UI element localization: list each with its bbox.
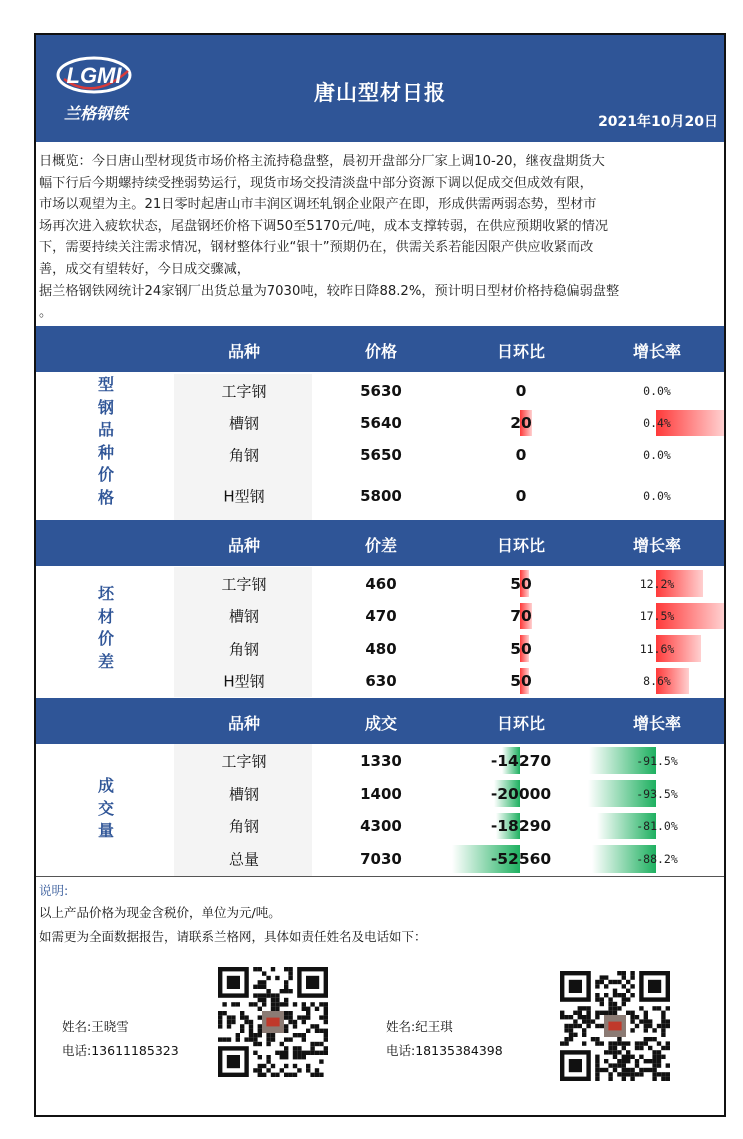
price-table-header [36, 326, 724, 372]
daily-change-cell: 50 [510, 639, 532, 658]
qr-code-2 [550, 963, 682, 1091]
growth-rate-cell: 0.4% [643, 416, 671, 430]
col-header-variety: 品种 [227, 714, 261, 733]
volume-table-label: 成 交 量 [97, 776, 114, 841]
table-row [36, 777, 724, 810]
value-cell: 5800 [360, 486, 402, 505]
growth-rate-cell: 0.0% [643, 488, 671, 503]
variety-name: 角钢 [228, 817, 260, 836]
contact-1 [62, 1015, 179, 1063]
variety-name: 工字钢 [221, 575, 267, 593]
report-header [36, 35, 724, 142]
col-header-growth-rate: 增长率 [632, 714, 682, 733]
daily-change-cell: 20 [510, 414, 532, 432]
variety-name: 工字钢 [221, 752, 267, 770]
col-header-volume: 成交 [364, 714, 398, 733]
daily-change-cell: -18290 [490, 817, 552, 835]
daily-change-cell: 0 [515, 381, 527, 400]
value-cell: 480 [365, 639, 397, 658]
value-cell: 7030 [360, 850, 402, 868]
overview-line: 场再次进入疲软状态，尾盘钢坯价格下调50至5170元/吨，成本支撑转弱，在供应预期收紧的情况 [39, 218, 609, 234]
daily-change-cell: -14270 [490, 751, 552, 770]
variety-name: 角钢 [228, 446, 260, 465]
contact-name: 姓名:王晓雪 [62, 1019, 129, 1034]
daily-change-cell: -52560 [490, 850, 552, 868]
overview-line: 据兰格钢铁网统计24家钢厂出货总量为7030吨，较昨日降88.2%，预计明日型材价格持稳偏弱盘整 [39, 283, 620, 299]
value-cell: 5630 [360, 381, 402, 400]
growth-rate-cell: 17.5% [639, 609, 675, 623]
table-row [36, 810, 724, 842]
daily-change-cell: 0 [515, 446, 527, 464]
table-row [36, 744, 724, 777]
value-cell: 1330 [360, 751, 402, 770]
volume-table-header [36, 698, 724, 744]
overview-line: 。 [39, 305, 53, 321]
growth-rate-cell: -91.5% [636, 753, 678, 768]
col-header-growth-rate: 增长率 [632, 536, 682, 555]
spread-table-label: 坯 材 价 差 [97, 584, 114, 671]
col-header-variety: 品种 [227, 536, 261, 555]
daily-change-cell: 50 [510, 574, 532, 593]
value-cell: 4300 [360, 817, 402, 835]
table-row [36, 842, 724, 876]
value-cell: 5650 [360, 446, 402, 464]
col-header-price: 价格 [364, 342, 398, 361]
col-header-daily-change: 日环比 [496, 714, 546, 733]
contact-phone: 电话:13611185323 [62, 1043, 179, 1058]
spread-table-header [36, 520, 724, 566]
report-date: 2021年10月20日 [598, 114, 718, 130]
table-row [36, 632, 724, 665]
value-cell: 5640 [360, 414, 402, 432]
overview-line: 幅下行后今期螺持续受挫弱势运行，现货市场交投清淡盘中部分资源下调以促成交但成效有限， [39, 175, 593, 191]
table-row [36, 407, 724, 439]
contact-phone: 电话:18135384398 [386, 1043, 503, 1058]
contact-2 [386, 1015, 503, 1063]
notes-line: 如需更为全面数据报告，请联系兰格网，具体如责任姓名及电话如下： [39, 929, 427, 944]
col-header-daily-change: 日环比 [496, 342, 546, 361]
divider [36, 876, 724, 877]
table-row [36, 374, 724, 407]
variety-name: 角钢 [228, 640, 260, 658]
overview-line: 善，成交有望转好，今日成交骤减， [39, 261, 250, 277]
col-header-growth-rate: 增长率 [632, 342, 682, 361]
overview-line: 市场以观望为主。21日零时起唐山市丰润区调坯轧钢企业限产在即，形成供需两弱态势，型材市 [39, 197, 597, 213]
variety-name: 槽钢 [228, 414, 260, 433]
value-cell: 470 [365, 607, 397, 625]
growth-rate-cell: 11.6% [639, 641, 675, 656]
growth-rate-cell: 12.2% [639, 576, 675, 591]
logo-subtext: 兰格钢铁 [63, 104, 129, 123]
growth-rate-cell: -88.2% [636, 852, 678, 866]
value-cell: 460 [365, 574, 397, 593]
value-cell: 1400 [360, 784, 402, 803]
variety-name: 工字钢 [221, 382, 267, 400]
growth-rate-cell: 0.0% [643, 448, 671, 462]
variety-name: 槽钢 [228, 607, 260, 626]
overview-line: 日概览：今日唐山型材现货市场价格主流持稳盘整，晨初开盘部分厂家上调10-20，继夜盘期货大 [39, 154, 605, 169]
daily-change-cell: 0 [515, 486, 527, 505]
contact-name: 姓名:纪王琪 [386, 1019, 453, 1034]
variety-name: 槽钢 [228, 785, 260, 803]
value-cell: 630 [365, 672, 397, 690]
variety-name: 总量 [228, 850, 260, 869]
logo-text: LGMI [66, 63, 122, 88]
table-row [36, 567, 724, 600]
table-row [36, 439, 724, 471]
table-row [36, 600, 724, 632]
daily-change-cell: -20000 [490, 784, 552, 803]
daily-change-cell: 50 [510, 672, 532, 690]
col-header-spread: 价差 [364, 536, 398, 555]
col-header-variety: 品种 [227, 342, 261, 361]
page-title: 唐山型材日报 [314, 81, 446, 105]
overview-line: 下，需要持续关注需求情况，钢材整体行业“银十”预期仍在，供需关系若能因限产供应收紧而改 [39, 240, 594, 256]
table-row [36, 665, 724, 697]
growth-rate-cell: -93.5% [636, 786, 678, 801]
price-table-label: 型 钢 品 种 价 格 [97, 375, 114, 507]
variety-name: H型钢 [223, 672, 265, 691]
daily-change-cell: 70 [510, 607, 532, 625]
qr-code-1 [208, 959, 340, 1089]
report-frame [34, 33, 726, 1117]
table-row [36, 471, 724, 520]
growth-rate-cell: 0.0% [643, 383, 671, 398]
market-overview [39, 151, 723, 324]
col-header-daily-change: 日环比 [496, 536, 546, 555]
variety-name: H型钢 [223, 487, 265, 505]
notes-label: 说明: [39, 883, 69, 898]
notes-line: 以上产品价格为现金含税价，单位为元/吨。 [39, 905, 281, 920]
growth-rate-cell: 8.6% [643, 674, 671, 688]
growth-rate-cell: -81.0% [636, 819, 678, 833]
